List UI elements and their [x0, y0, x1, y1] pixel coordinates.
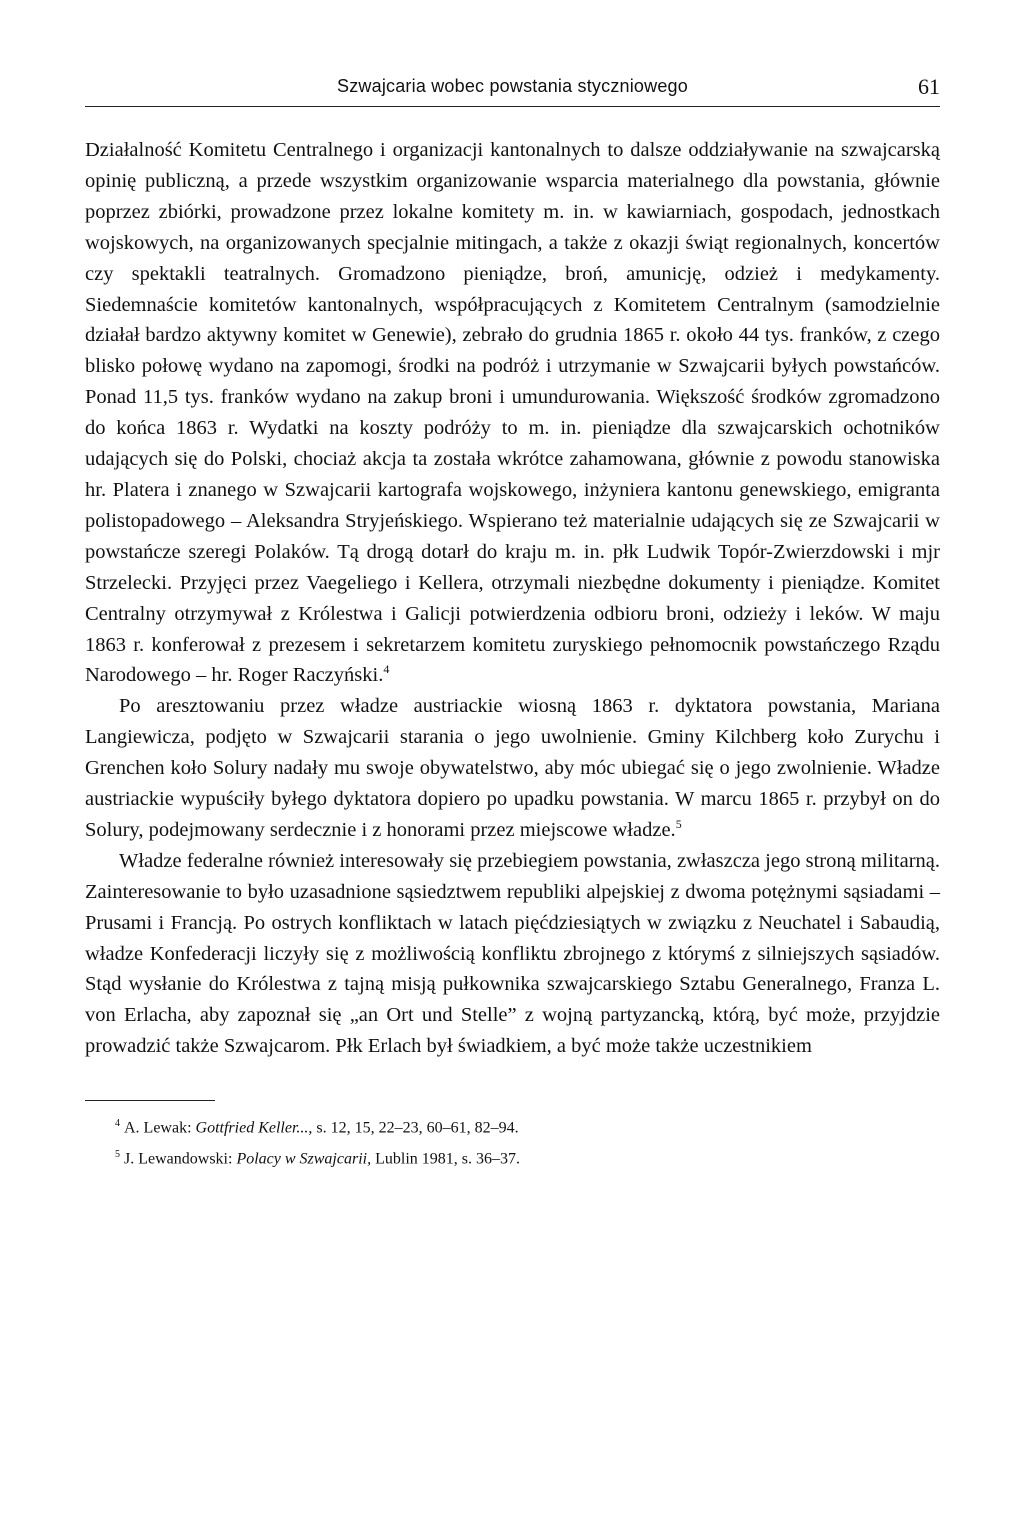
paragraph: [85, 691, 940, 846]
footnote: [85, 1111, 940, 1141]
paragraph: [85, 135, 940, 691]
footnote-reference: 4: [383, 662, 390, 677]
running-header: [85, 70, 940, 107]
footnote-divider: [85, 1100, 215, 1101]
footnote-details: Lublin 1981, s. 36–37.: [371, 1149, 520, 1167]
paragraph-text: Władze federalne również interesowały się przebiegiem powstania, zwłaszcza jego stroną militarną. Zainteresowanie to było uzasadnione sąsiedztwem republiki alpejskiej z dwoma potężnymi sąsiadami – Prusami i Francją. Po ostrych konfliktach w latach pięćdziesiątych w związku z Neuchatel i Sabaudią, władze Konfederacji liczyły się z możliwością konfliktu zbrojnego z którymś z silniejszych sąsiadów. Stąd wysłanie do Królestwa z tajną misją pułkownika szwajcarskiego Sztabu Generalnego, Franza L. von Erlacha, aby zapoznał się „an Ort und Stelle” z wojną partyzancką, którą, być może, przyjdzie prowadzić także Szwajcarom. Płk Erlach był świadkiem, a być może także uczestnikiem: [85, 849, 940, 1058]
running-title: Szwajcaria wobec powstania styczniowego: [337, 76, 688, 96]
footnote-title: Gottfried Keller...: [195, 1119, 309, 1137]
footnote-mark: 4: [115, 1118, 120, 1130]
paragraph-text: Działalność Komitetu Centralnego i organizacji kantonalnych to dalsze oddziaływanie na szwajcarską opinię publiczną, a przede wszystkim organizowanie wsparcia materialnego dla powstania, głównie poprzez zbiórki, prowadzone przez lokalne komitety m. in. w kawiarniach, gospodach, jednostkach wojskowych, na organizowanych specjalnie mitingach, a także z okazji świąt regionalnych, koncertów czy spektakli teatralnych. Gromadzono pieniądze, broń, amunicję, odzież i medykamenty. Siedemnaście komitetów kantonalnych, współpracujących z Komitetem Centralnym (samodzielnie działał bardzo aktywny komitet w Genewie), zebrało do grudnia 1865 r. około 44 tys. franków, z czego blisko połowę wydano na zapomogi, środki na podróż i utrzymanie w Szwajcarii byłych powstańców. Ponad 11,5 tys. franków wydano na zakup broni i umundurowania. Większość środków zgromadzono do końca 1863 r. Wydatki na koszty podróży to m. in. pieniądze dla szwajcarskich ochotników udających się do Polski, chociaż akcja ta została wkrótce zahamowana, głównie z powodu stanowiska hr. Platera i znanego w Szwajcarii kartografa wojskowego, inżyniera kantonu genewskiego, emigranta polistopadowego – Aleksandra Stryjeńskiego. Wspierano też materialnie udających się ze Szwajcarii w powstańcze szeregi Polaków. Tą drogą dotarł do kraju m. in. płk Ludwik Topór-Zwierzdowski i mjr Strzelecki. Przyjęci przez Vaegeliego i Kellera, otrzymali niezbędne dokumenty i pieniądze. Komitet Centralny otrzymywał z Królestwa i Galicji potwierdzenia odbioru broni, odzieży i leków. W maju 1863 r. konferował z prezesem i sekretarzem komitetu zuryskiego pełnomocnik powstańczego Rządu Narodowego – hr. Roger Raczyński.: [85, 139, 940, 687]
footnote: [85, 1142, 940, 1172]
footnote-mark: 5: [115, 1148, 120, 1160]
paragraph-text: Po aresztowaniu przez władze austriackie wiosną 1863 r. dyktatora powstania, Mariana Langiewicza, podjęto w Szwajcarii starania o jego uwolnienie. Gminy Kilchberg koło Zurychu i Grenchen koło Solury nadały mu swoje obywatelstwo, aby móc ubiegać się o jego zwolnienie. Władze austriackie wypuściły byłego dyktatora dopiero po upadku powstania. W marcu 1865 r. przybył on do Solury, podejmowany serdecznie i z honorami przez miejscowe władze.: [85, 695, 940, 841]
page-number: 61: [918, 74, 940, 99]
footnotes: [85, 1111, 940, 1172]
footnote-reference: 5: [675, 817, 682, 832]
paragraph: [85, 846, 940, 1062]
footnote-author: A. Lewak:: [124, 1119, 196, 1137]
body-text: [85, 135, 940, 1062]
page: [85, 70, 940, 1172]
footnote-author: J. Lewandowski:: [124, 1149, 237, 1167]
footnote-title: Polacy w Szwajcarii,: [236, 1149, 372, 1167]
footnote-details: , s. 12, 15, 22–23, 60–61, 82–94.: [308, 1119, 519, 1137]
